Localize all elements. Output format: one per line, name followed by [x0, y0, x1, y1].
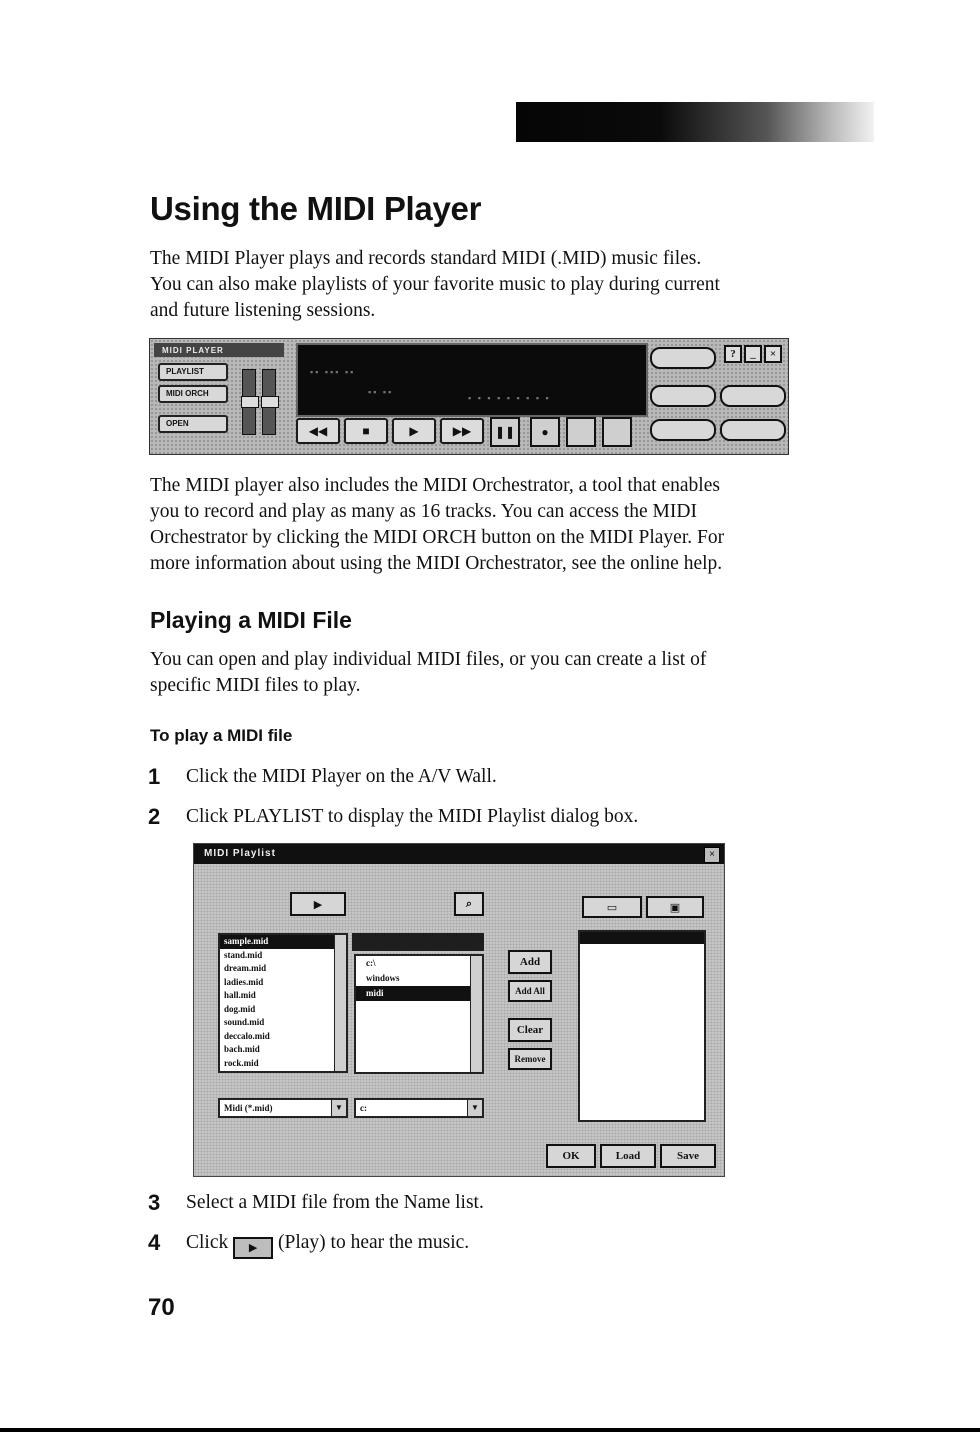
transport-button[interactable] — [566, 417, 596, 447]
pause-icon: ❚❚ — [494, 424, 516, 439]
section-paragraph — [150, 647, 870, 699]
step-text: Click the MIDI Player on the A/V Wall. — [186, 766, 497, 787]
remove-button[interactable]: Remove — [508, 1048, 552, 1070]
midi-player-title: MIDI PLAYER — [162, 346, 224, 355]
step-number: 2 — [148, 804, 161, 829]
balance-slider[interactable] — [262, 369, 276, 435]
playlist-header — [580, 932, 704, 944]
open-button[interactable]: OPEN — [158, 415, 228, 433]
save-icon[interactable]: ▣ — [646, 896, 704, 918]
dialog-titlebar — [194, 844, 724, 864]
clear-button[interactable]: Clear — [508, 1018, 552, 1042]
volume-slider[interactable] — [242, 369, 256, 435]
folder-item[interactable]: midi — [356, 986, 482, 1001]
drive-select[interactable]: c: ▼ — [354, 1098, 484, 1118]
folder-list-scrollbar[interactable] — [470, 956, 482, 1072]
dialog-title: MIDI Playlist — [204, 848, 276, 859]
step-number: 3 — [148, 1190, 161, 1215]
list-item[interactable]: stand.mid — [224, 949, 263, 960]
paragraph-line: The MIDI player also includes the MIDI Orchestrator, a tool that enables — [150, 475, 720, 496]
folder-open-icon[interactable]: ▭ — [582, 896, 642, 918]
step-text-after: (Play) to hear the music. — [278, 1232, 470, 1253]
play-icon: ▶ — [313, 898, 323, 911]
save-button[interactable]: Save — [660, 1144, 716, 1168]
list-item[interactable]: hall.mid — [224, 990, 256, 1000]
intro-paragraph — [150, 246, 870, 324]
page-title: Using the MIDI Player — [150, 190, 482, 227]
record-button[interactable] — [530, 417, 560, 447]
paragraph-line: specific MIDI files to play. — [150, 675, 361, 696]
step-number: 1 — [148, 764, 161, 789]
paragraph-line: more information about using the MIDI Orchestrator, see the online help. — [150, 553, 723, 574]
play-button[interactable] — [290, 892, 346, 916]
intro-line: and future listening sessions. — [150, 300, 376, 321]
chevron-down-icon[interactable]: ▼ — [331, 1100, 346, 1116]
list-item[interactable]: ladies.mid — [224, 976, 264, 987]
paragraph-line: you to record and play as many as 16 tracks. You can access the MIDI — [150, 501, 697, 522]
minimize-icon[interactable]: _ — [744, 345, 762, 363]
chevron-down-icon[interactable]: ▼ — [467, 1100, 482, 1116]
step-2 — [148, 804, 848, 832]
procedure-title: To play a MIDI file — [150, 726, 293, 745]
midi-player-title-strip — [154, 343, 284, 357]
step-4 — [148, 1230, 848, 1258]
load-button[interactable]: Load — [600, 1144, 656, 1168]
play-icon: ▶ — [409, 423, 419, 438]
step-number: 4 — [148, 1230, 161, 1255]
folder-item[interactable]: windows — [366, 973, 400, 983]
step-1 — [148, 764, 848, 792]
stop-icon: ■ — [362, 423, 370, 438]
bottom-rule — [0, 1428, 980, 1432]
play-button-icon: ▶ — [233, 1237, 273, 1259]
folder-header-bar — [352, 933, 484, 951]
step-text — [186, 1230, 469, 1259]
display-readout: ▪ ▪ ▪ ▪ ▪ ▪ ▪ ▪ ▪ — [468, 393, 551, 403]
list-item[interactable]: deccalo.mid — [224, 1030, 270, 1041]
player-control-button[interactable] — [650, 347, 716, 369]
stop-button[interactable] — [344, 418, 388, 444]
midi-orch-button[interactable]: MIDI ORCH — [158, 385, 228, 403]
midi-playlist-dialog — [193, 843, 725, 1177]
add-all-button[interactable]: Add All — [508, 980, 552, 1002]
find-icon[interactable]: ⌕ — [454, 892, 484, 916]
folder-item[interactable]: c:\ — [366, 958, 376, 968]
display-readout: ▪▪ ▪▪ — [368, 387, 394, 397]
step-3 — [148, 1190, 848, 1218]
chapter-header-bar — [516, 102, 874, 142]
step-text: Click PLAYLIST to display the MIDI Playlist dialog box. — [186, 806, 639, 827]
ok-button[interactable]: OK — [546, 1144, 596, 1168]
transport-button[interactable] — [602, 417, 632, 447]
folder-list[interactable] — [354, 954, 484, 1074]
section-title: Playing a MIDI File — [150, 607, 352, 633]
intro-line: The MIDI Player plays and records standard MIDI (.MID) music files. — [150, 248, 702, 269]
fast-forward-icon: ▶▶ — [452, 423, 472, 438]
playlist-list[interactable] — [578, 930, 706, 1122]
rewind-icon: ◀◀ — [308, 423, 328, 438]
name-list-scrollbar[interactable] — [334, 935, 346, 1071]
list-item[interactable]: bach.mid — [224, 1044, 260, 1054]
page-number: 70 — [148, 1294, 175, 1321]
play-button[interactable] — [392, 418, 436, 444]
close-icon[interactable]: × — [704, 847, 720, 863]
rewind-button[interactable] — [296, 418, 340, 444]
list-item[interactable]: rock.mid — [224, 1057, 259, 1068]
file-type-select[interactable]: Midi (*.mid) ▼ — [218, 1098, 348, 1118]
intro-line: You can also make playlists of your favorite music to play during current — [150, 274, 720, 295]
record-icon: ● — [541, 424, 549, 439]
paragraph-line: Orchestrator by clicking the MIDI ORCH button on the MIDI Player. For — [150, 527, 725, 548]
pause-button[interactable] — [490, 417, 520, 447]
list-item[interactable]: dream.mid — [224, 963, 267, 973]
fast-forward-button[interactable] — [440, 418, 484, 444]
close-icon[interactable]: × — [764, 345, 782, 363]
add-button[interactable]: Add — [508, 950, 552, 974]
step-text: Select a MIDI file from the Name list. — [186, 1192, 484, 1213]
help-icon[interactable]: ? — [724, 345, 742, 363]
paragraph-line: You can open and play individual MIDI files, or you can create a list of — [150, 649, 707, 670]
player-control-button[interactable] — [650, 385, 716, 407]
orchestrator-paragraph — [150, 473, 870, 577]
display-readout: ▪▪ ▪▪▪ ▪▪ — [310, 367, 356, 377]
player-control-button[interactable] — [650, 419, 716, 441]
list-item[interactable]: sound.mid — [224, 1017, 265, 1027]
list-item[interactable]: dog.mid — [224, 1003, 256, 1014]
midi-player-screenshot — [149, 338, 789, 455]
step-text-before: Click — [186, 1232, 229, 1253]
playlist-button[interactable]: PLAYLIST — [158, 363, 228, 381]
name-list[interactable] — [218, 933, 348, 1073]
player-control-button[interactable] — [720, 385, 786, 407]
player-control-button[interactable] — [720, 419, 786, 441]
midi-player-display — [296, 343, 648, 417]
list-item[interactable]: sample.mid — [220, 935, 346, 949]
